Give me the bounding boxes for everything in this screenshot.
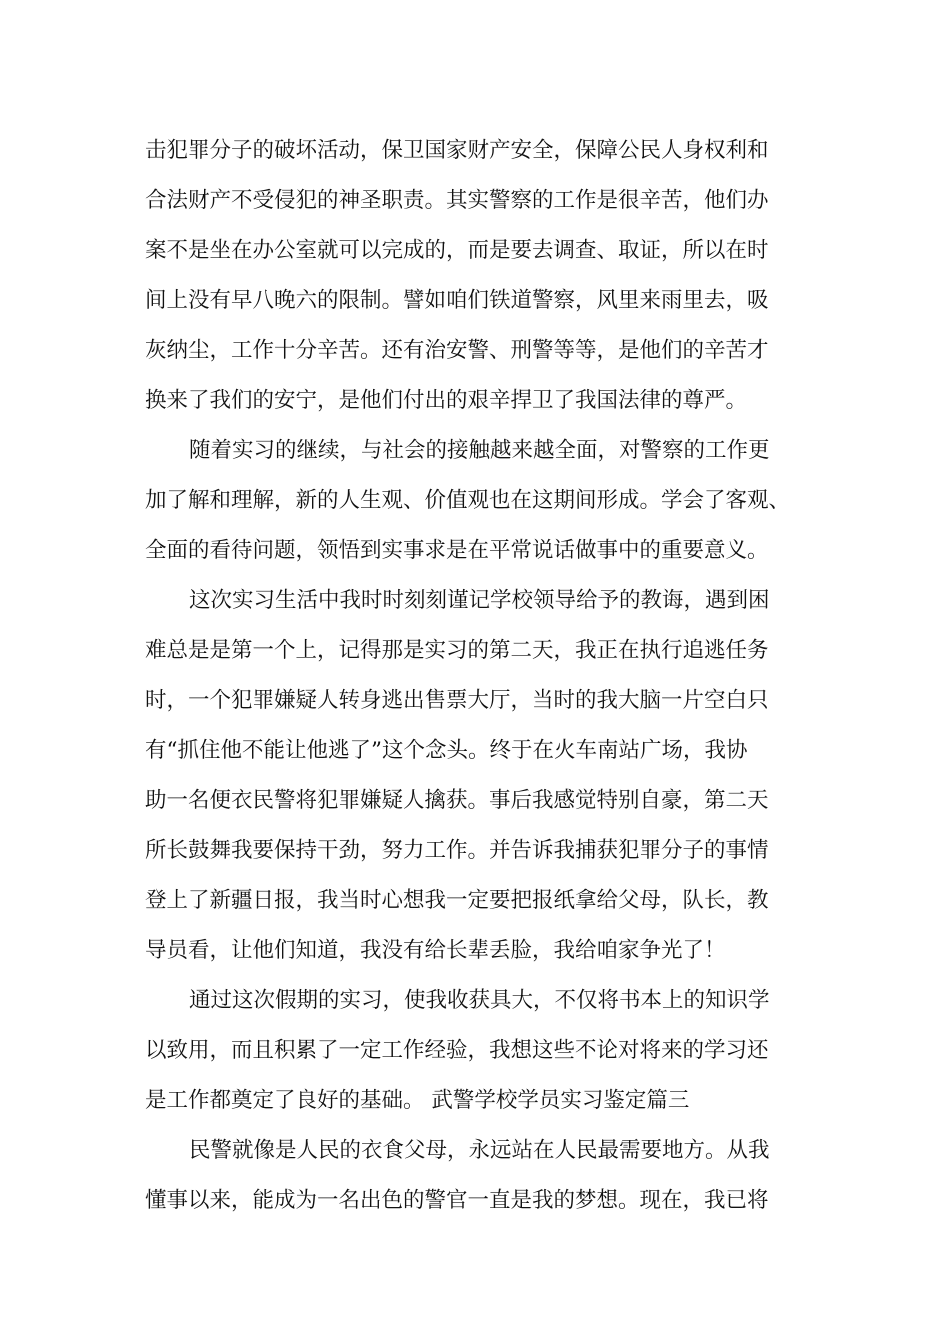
paragraph-first-line: 通过这次假期的实习，使我收获具大，不仅将书本上的知识学	[189, 988, 770, 1013]
text-line: 懂事以来，能成为一名出色的警官一直是我的梦想。现在，我已将	[145, 1188, 769, 1213]
text-line: 合法财产不受侵犯的神圣职责。其实警察的工作是很辛苦，他们办	[145, 188, 769, 213]
text-line: 间上没有早八晚六的限制。譬如咱们铁道警察，风里来雨里去，吸	[145, 288, 769, 313]
document-body	[145, 126, 825, 1226]
text-line: 难总是是第一个上，记得那是实习的第二天，我正在执行追逃任务	[145, 638, 769, 663]
paragraph-first-line: 随着实习的继续，与社会的接触越来越全面，对警察的工作更	[189, 438, 770, 463]
text-line: 助一名便衣民警将犯罪嫌疑人擒获。事后我感觉特别自豪，第二天	[145, 788, 769, 813]
text-line: 全面的看待问题，领悟到实事求是在平常说话做事中的重要意义。	[145, 538, 769, 563]
text-line: 所长鼓舞我要保持干劲，努力工作。并告诉我捕获犯罪分子的事情	[145, 838, 769, 863]
paragraph-first-line: 这次实习生活中我时时刻刻谨记学校领导给予的教诲，遇到困	[189, 588, 770, 613]
text-line: 登上了新疆日报，我当时心想我一定要把报纸拿给父母，队长，教	[145, 888, 769, 913]
text-line: 加了解和理解，新的人生观、价值观也在这期间形成。学会了客观、	[145, 488, 791, 513]
text-line: 以致用，而且积累了一定工作经验，我想这些不论对将来的学习还	[145, 1038, 769, 1063]
text-line: 有“抓住他不能让他逃了”这个念头。终于在火车南站广场，我协	[145, 738, 748, 763]
text-line: 导员看，让他们知道，我没有给长辈丢脸，我给咱家争光了！	[145, 938, 726, 963]
text-line: 击犯罪分子的破坏活动，保卫国家财产安全，保障公民人身权利和	[145, 138, 769, 163]
paragraph-first-line: 民警就像是人民的衣食父母，永远站在人民最需要地方。从我	[189, 1138, 770, 1163]
text-line: 是工作都奠定了良好的基础。 武警学校学员实习鉴定篇三	[145, 1088, 690, 1113]
text-line: 换来了我们的安宁，是他们付出的艰辛捍卫了我国法律的尊严。	[145, 388, 748, 413]
text-line: 时，一个犯罪嫌疑人转身逃出售票大厅，当时的我大脑一片空白只	[145, 688, 769, 713]
text-line: 灰纳尘，工作十分辛苦。还有治安警、刑警等等，是他们的辛苦才	[145, 338, 769, 363]
text-line: 案不是坐在办公室就可以完成的，而是要去调查、取证，所以在时	[145, 238, 769, 263]
